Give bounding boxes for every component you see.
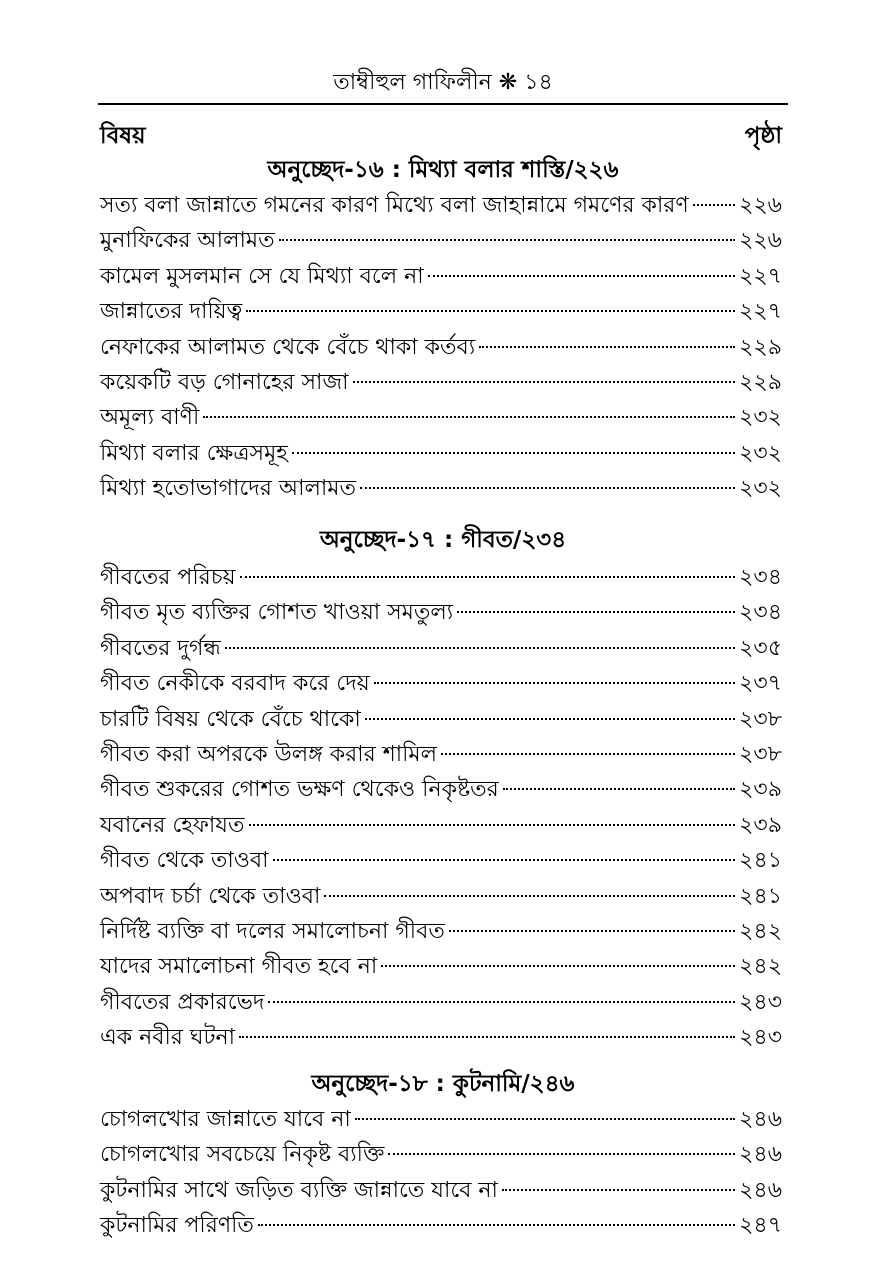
toc-entry bbox=[100, 879, 782, 914]
entry-title: চোগলখোর সবচেয়ে নিকৃষ্ট ব্যক্তি bbox=[100, 1142, 385, 1168]
toc-entry bbox=[100, 560, 782, 595]
dot-leader bbox=[353, 381, 736, 383]
entry-page-number: ২৪১ bbox=[739, 883, 782, 909]
entry-page-number: ২৩২ bbox=[739, 405, 782, 431]
entry-title: গীবত থেকে তাওবা bbox=[100, 848, 269, 874]
entry-title: কুটনামির পরিণতি bbox=[100, 1213, 254, 1239]
entry-page-number: ২৩৮ bbox=[739, 706, 782, 732]
dot-leader bbox=[258, 1224, 735, 1226]
entry-page-number: ২৩২ bbox=[739, 476, 782, 502]
toc-entry bbox=[100, 1020, 782, 1055]
toc-entry bbox=[100, 1102, 782, 1137]
subject-column-label: বিষয় bbox=[100, 123, 146, 149]
entry-page-number: ২৩৭ bbox=[739, 671, 782, 697]
entry-page-number: ২৩৯ bbox=[739, 812, 782, 838]
toc-entry bbox=[100, 294, 782, 329]
entry-title: চারটি বিষয় থেকে বেঁচে থাকো bbox=[100, 706, 361, 732]
dot-leader bbox=[365, 718, 735, 720]
entry-title: গীবত মৃত ব্যক্তির গোশত খাওয়া সমতুল্য bbox=[100, 600, 454, 626]
toc-entry bbox=[100, 595, 782, 630]
entry-title: কুটনামির সাথে জড়িত ব্যক্তি জান্নাতে যাবে না bbox=[100, 1177, 498, 1203]
entry-title: এক নবীর ঘটনা bbox=[100, 1025, 235, 1051]
dot-leader bbox=[273, 859, 736, 861]
header-rule bbox=[98, 103, 788, 105]
entry-title: গীবত নেকীকে বরবাদ করে দেয় bbox=[100, 671, 370, 697]
entry-title: গীবতের প্রকারভেদ bbox=[100, 989, 265, 1015]
toc-entry bbox=[100, 985, 782, 1020]
entry-page-number: ২৪৬ bbox=[739, 1142, 782, 1168]
entry-title: জান্নাতের দায়িত্ব bbox=[100, 299, 243, 325]
entry-title: যবানের হেফাযত bbox=[100, 812, 245, 838]
toc-entry bbox=[100, 702, 782, 737]
entry-title: নেফাকের আলামত থেকে বেঁচে থাকা কর্তব্য bbox=[100, 334, 476, 360]
toc-entry bbox=[100, 949, 782, 984]
entry-title: গীবত শুকরের গোশত ভক্ষণ থেকেও নিকৃষ্টতর bbox=[100, 777, 499, 803]
dot-leader bbox=[502, 1189, 735, 1191]
entry-title: কামেল মুসলমান সে যে মিথ্যা বলে না bbox=[100, 263, 424, 289]
entry-page-number: ২৩২ bbox=[739, 440, 782, 466]
toc-entry bbox=[100, 1173, 782, 1208]
running-head: তাম্বীহুল গাফিলীন ❋ ১৪ bbox=[333, 70, 553, 95]
entry-page-number: ২২৯ bbox=[739, 370, 782, 395]
section-title: অনুচ্ছেদ-১৭ : গীবত/২৩৪ bbox=[319, 527, 567, 553]
entry-title: গীবতের দুর্গন্ধ bbox=[100, 635, 221, 661]
dot-leader bbox=[449, 930, 735, 932]
dot-leader bbox=[479, 346, 735, 348]
entry-page-number: ২২৬ bbox=[739, 228, 782, 254]
dot-leader bbox=[381, 965, 735, 967]
toc-entry bbox=[100, 1208, 782, 1243]
dot-leader bbox=[246, 310, 735, 312]
entry-title: অমূল্য বাণী bbox=[100, 405, 200, 431]
toc-entry bbox=[100, 808, 782, 843]
toc-entry bbox=[100, 914, 782, 949]
toc-entry bbox=[100, 259, 782, 294]
dot-leader bbox=[249, 824, 736, 826]
dot-leader bbox=[292, 452, 735, 454]
entry-page-number: ২৪৭ bbox=[739, 1213, 782, 1239]
dot-leader bbox=[279, 239, 735, 241]
toc-entry bbox=[100, 436, 782, 471]
entry-page-number: ২৪২ bbox=[739, 954, 782, 980]
entry-title: কয়েকটি বড় গোনাহের সাজা bbox=[100, 370, 349, 395]
entry-title: গীবতের পরিচয় bbox=[100, 565, 236, 590]
dot-leader bbox=[388, 1153, 735, 1155]
toc-entry bbox=[100, 666, 782, 701]
entry-page-number: ২৪৩ bbox=[739, 989, 782, 1015]
entry-page-number: ২৪২ bbox=[739, 919, 782, 944]
page-column-label: পৃষ্ঠা bbox=[744, 123, 782, 149]
entry-page-number: ২৩৮ bbox=[739, 742, 782, 767]
dot-leader bbox=[240, 576, 736, 578]
dot-leader bbox=[355, 1118, 735, 1120]
entry-page-number: ২২৯ bbox=[739, 334, 782, 360]
dot-leader bbox=[457, 611, 735, 613]
entry-page-number: ২৪৬ bbox=[739, 1177, 782, 1203]
dot-leader bbox=[428, 275, 735, 277]
toc-entry bbox=[100, 1137, 782, 1172]
toc-entry bbox=[100, 223, 782, 258]
entry-title: সত্য বলা জান্নাতে গমনের কারণ মিথ্যে বলা জাহান্নামে গমণের কারণ bbox=[100, 193, 689, 218]
dot-leader bbox=[441, 753, 735, 755]
entry-title: মুনাফিকের আলামত bbox=[100, 228, 275, 254]
dot-leader bbox=[693, 204, 735, 206]
toc-entry bbox=[100, 400, 782, 435]
entry-title: গীবত করা অপরকে উলঙ্গ করার শামিল bbox=[100, 742, 438, 767]
dot-leader bbox=[239, 1036, 735, 1038]
toc-entry bbox=[100, 188, 782, 223]
toc-entry bbox=[100, 772, 782, 807]
section-title: অনুচ্ছেদ-১৮ : কুটনামি/২৪৬ bbox=[311, 1071, 575, 1097]
dot-leader bbox=[203, 416, 735, 418]
entry-title: যাদের সমালোচনা গীবত হবে না bbox=[100, 954, 378, 980]
dot-leader bbox=[225, 647, 735, 649]
entry-page-number: ২২৬ bbox=[739, 193, 782, 218]
entry-title: অপবাদ চর্চা থেকে তাওবা bbox=[100, 883, 321, 909]
entry-page-number: ২৩৫ bbox=[739, 635, 782, 661]
dot-leader bbox=[324, 895, 735, 897]
toc-entry bbox=[100, 471, 782, 506]
section-title: অনুচ্ছেদ-১৬ : মিথ্যা বলার শাস্তি/২২৬ bbox=[267, 157, 619, 183]
entry-title: মিথ্যা হতোভাগাদের আলামত bbox=[100, 476, 357, 502]
entry-page-number: ২৩৯ bbox=[739, 777, 782, 803]
entry-title: নির্দিষ্ট ব্যক্তি বা দলের সমালোচনা গীবত bbox=[100, 919, 445, 944]
toc-entry bbox=[100, 330, 782, 365]
entry-title: মিথ্যা বলার ক্ষেত্রসমূহ bbox=[100, 440, 288, 466]
dot-leader bbox=[374, 682, 735, 684]
entry-page-number: ২২৭ bbox=[739, 263, 782, 289]
entry-page-number: ২৪৬ bbox=[739, 1107, 782, 1132]
entry-page-number: ২৩৪ bbox=[739, 565, 782, 590]
dot-leader bbox=[503, 788, 735, 790]
dot-leader bbox=[268, 1001, 735, 1003]
entry-page-number: ২৩৪ bbox=[739, 600, 782, 626]
dot-leader bbox=[360, 487, 735, 489]
entry-title: চোগলখোর জান্নাতে যাবে না bbox=[100, 1107, 351, 1132]
toc-entry bbox=[100, 365, 782, 400]
entry-page-number: ২৪৩ bbox=[739, 1025, 782, 1051]
entry-page-number: ২২৭ bbox=[739, 299, 782, 325]
toc-entry bbox=[100, 631, 782, 666]
toc-entry bbox=[100, 843, 782, 878]
toc-entry bbox=[100, 737, 782, 772]
entry-page-number: ২৪১ bbox=[739, 848, 782, 874]
